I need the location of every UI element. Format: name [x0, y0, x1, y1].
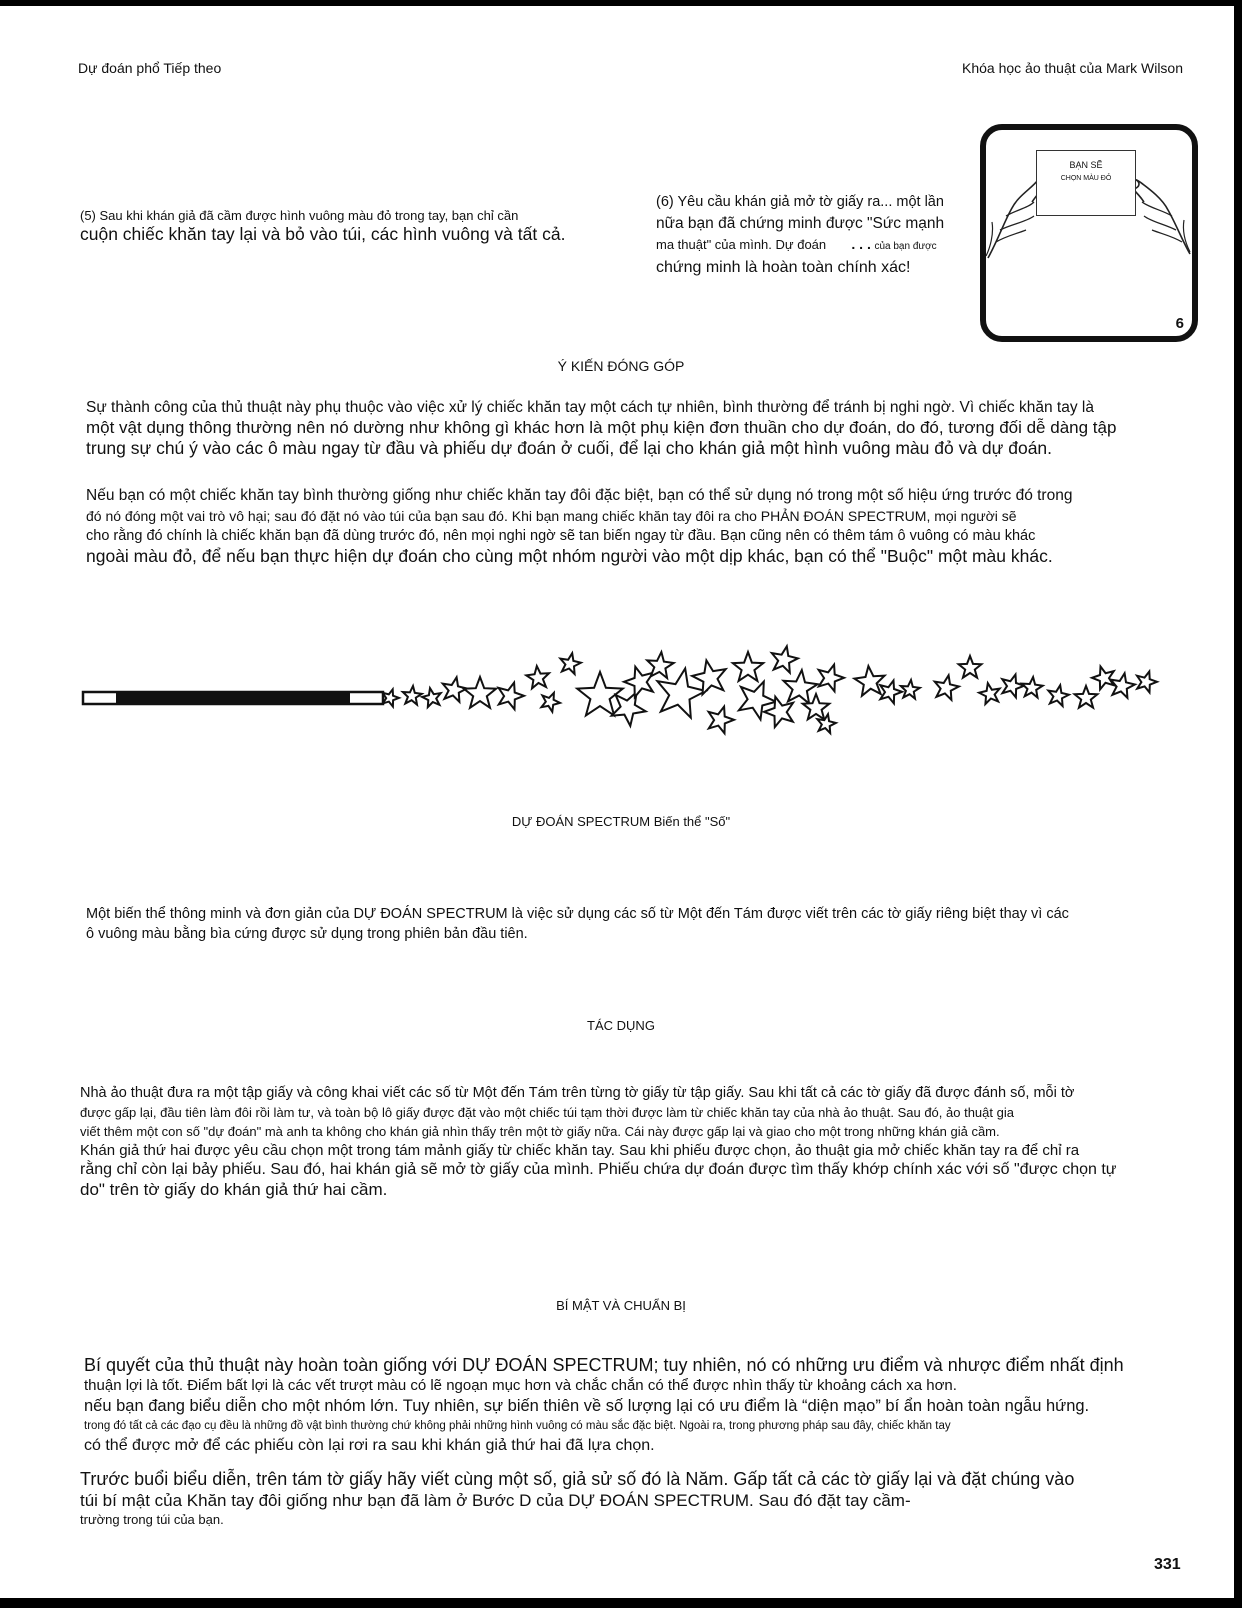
secret-line: trong đó tất cả các đạo cụ đều là những đồ vật bình thường chứ không phải những hình vuông có màu sắc đặc biệt. Ngoài ra, trong phương pháp sau đây, chiếc khăn tay [84, 1420, 951, 1432]
star-icon [647, 652, 674, 678]
step-6-caption [656, 192, 944, 278]
page-number: 331 [1154, 1556, 1181, 1573]
star-icon [1022, 677, 1043, 697]
prediction-card-text: BẠN SẼ [1069, 160, 1103, 170]
running-header-left: Dự đoán phổ Tiếp theo [78, 60, 222, 76]
star-icon [612, 692, 646, 726]
variation-line: ô vuông màu bằng bìa cứng được sử dụng trong phiên bản đầu tiên. [86, 926, 528, 942]
secret-paragraph-1 [84, 1354, 1124, 1456]
effect-line: Khán giả thứ hai được yêu cầu chọn một trong tám mảnh giấy từ chiếc khăn tay. Sau khi phiếu được chọn, ảo thuật gia mở chiếc khăn tay ra để chỉ ra [80, 1142, 1080, 1159]
running-header-right: Khóa học ảo thuật của Mark Wilson [962, 60, 1184, 76]
comments-line: cho rằng đó chính là chiếc khăn bạn đã dùng trước đó, nên mọi nghi ngờ sẽ tan biến ngay từ đầu. Bạn cũng nên có thêm tám ô vuông có màu khác [86, 528, 1036, 544]
secret-line: thuận lợi là tốt. Điểm bất lợi là các vết trượt màu có lẽ ngoạn mục hơn và chắc chắn có thể được nhìn thấy từ khoảng cách xa hơn. [84, 1377, 957, 1394]
secret-line: Trước buổi biểu diễn, trên tám tờ giấy hãy viết cùng một số, giả sử số đó là Năm. Gấp tất cả các tờ giấy lại và đặt chúng vào [80, 1469, 1075, 1489]
star-icon [854, 666, 884, 696]
step-5-caption [80, 208, 565, 245]
step-5-line: cuộn chiếc khăn tay lại và bỏ vào túi, các hình vuông và tất cả. [80, 224, 566, 244]
comments-line: đó nó đóng một vai trò vô hại; sau đó đặt nó vào túi của bạn sau đó. Khi bạn mang chiếc khăn tay đôi ra cho PHẢN ĐOÁN SPECTRUM, mọi người sẽ [86, 508, 1017, 524]
comments-line: ngoài màu đỏ, để nếu bạn thực hiện dự đoán cho cùng một nhóm người vào một dịp khác, bạn có thể "Buộc" một màu khác. [86, 546, 1053, 566]
step-6-line: ma thuật" của mình. Dự đoán [656, 237, 827, 252]
star-icon [959, 656, 982, 678]
star-icon [624, 667, 653, 697]
effect-line: được gấp lại, đầu tiên làm đôi rồi làm tư, và toàn bộ lô giấy được đặt vào một chiếc túi tạm thời được làm từ chiếc khăn tay của nhà ảo thuật. Sau đó, ảo thuật gia [80, 1105, 1014, 1120]
star-icon [1048, 685, 1069, 706]
scan-top-border [0, 0, 1242, 6]
step-6-line: chứng minh là hoàn toàn chính xác! [656, 259, 911, 276]
star-icon [1075, 686, 1098, 708]
secret-paragraph-2 [80, 1468, 1074, 1529]
comments-line: Sự thành công của thủ thuật này phụ thuộc vào việc xử lý chiếc khăn tay một cách tự nhiên, bình thường để tránh bị nghi ngờ. Vì chiếc khăn tay là [86, 399, 1094, 416]
star-icon [464, 677, 496, 708]
comments-paragraph-2 [86, 486, 1072, 567]
star-icon [733, 652, 763, 681]
step-6-line: của bạn được [874, 241, 937, 252]
step-6-ellipsis: . . . [851, 236, 871, 252]
star-icon [526, 666, 549, 688]
comments-line: trung sự chú ý vào các ô màu ngay từ đầu và phiếu dự đoán ở cuối, để lại cho khán giả một hình vuông màu đỏ và dự đoán. [86, 438, 1053, 458]
prediction-card-text: CHỌN MÀU ĐỎ [1060, 175, 1112, 182]
star-icon [1092, 667, 1114, 690]
star-icon [819, 665, 844, 692]
variation-line: Một biến thể thông minh và đơn giản của DỰ ĐOÁN SPECTRUM là việc sử dụng các số từ Một đến Tám được viết trên các tờ giấy riêng biệt thay vì các [86, 906, 1069, 922]
step-5-line: (5) Sau khi khán giả đã cầm được hình vuông màu đỏ trong tay, bạn chỉ cần [80, 208, 519, 223]
step-6-line: nữa bạn đã chứng minh được "Sức mạnh [656, 215, 945, 232]
magic-wand-with-stars-divider [80, 638, 1200, 758]
star-icon [979, 683, 1000, 704]
illustration-6-frame [980, 124, 1198, 342]
section-heading-comments: Ý KIẾN ĐÓNG GÓP [557, 358, 685, 374]
star-icon [784, 670, 818, 703]
secret-line: có thể được mở để các phiếu còn lại rơi ra sau khi khán giả thứ hai đã lựa chọn. [84, 1437, 655, 1454]
scan-bottom-border [0, 1598, 1242, 1608]
star-icon [1002, 675, 1024, 698]
star-icon [541, 693, 560, 712]
section-heading-effect: TÁC DỤNG [587, 1018, 655, 1033]
star-icon [403, 686, 422, 705]
star-icon [901, 680, 920, 699]
effect-line: viết thêm một con số "dự đoán" mà anh ta không cho khán giả nhìn thấy trên một tờ giấy nữa. Cái này được gấp lại và giao cho một trong những khán giả cầm. [80, 1124, 1000, 1139]
comments-line: Nếu bạn có một chiếc khăn tay bình thường giống như chiếc khăn tay đôi đặc biệt, bạn có thể sử dụng nó trong một số hiệu ứng trước đó trong [86, 487, 1073, 504]
star-icon [560, 653, 581, 674]
secret-line: túi bí mật của Khăn tay đôi giống như bạn đã làm ở Bước D của DỰ ĐOÁN SPECTRUM. Sau đó đặt tay cầm- [80, 1491, 911, 1510]
star-icon [709, 707, 734, 734]
variation-paragraph [86, 904, 1069, 944]
star-icon [577, 672, 623, 715]
step-6-line: (6) Yêu cầu khán giả mở tờ giấy ra... một lần [656, 194, 944, 210]
comments-line: một vật dụng thông thường nên nó dường như không gì khác hơn là một phụ kiện đơn thuần cho dự đoán, do đó, tương đối dễ dàng tập [86, 418, 1117, 437]
star-icon [772, 646, 798, 672]
effect-line: rằng chỉ còn lại bảy phiếu. Sau đó, hai khán giả sẽ mở tờ giấy của mình. Phiếu chứa dự đoán được tìm thấy khớp chính xác với số "được chọn tự [80, 1161, 1117, 1178]
effect-paragraph [80, 1084, 1117, 1200]
star-icon [1137, 672, 1157, 693]
section-heading-variation: DỰ ĐOÁN SPECTRUM Biến thể "Số" [511, 814, 731, 829]
star-icon [422, 688, 441, 707]
section-heading-secret: BÍ MẬT VÀ CHUẨN BỊ [556, 1298, 686, 1313]
effect-line: Nhà ảo thuật đưa ra một tập giấy và công khai viết các số từ Một đến Tám trên từng tờ giấy từ tập giấy. Sau khi tất cả các tờ giấy đã được đánh số, mỗi tờ [80, 1085, 1075, 1101]
comments-paragraph-1 [86, 398, 1116, 459]
illustration-number: 6 [1175, 315, 1184, 332]
star-icon [935, 675, 959, 700]
secret-line: Bí quyết của thủ thuật này hoàn toàn giống với DỰ ĐOÁN SPECTRUM; tuy nhiên, nó có những ưu điểm và nhược điểm nhất định [84, 1355, 1124, 1375]
star-icon [499, 683, 524, 710]
effect-line: do" trên tờ giấy do khán giả thứ hai cầm. [80, 1180, 388, 1199]
scan-right-border [1234, 0, 1242, 1608]
secret-line: nếu bạn đang biểu diễn cho một nhóm lớn. Tuy nhiên, sự biến thiên về số lượng lại có ưu điểm là “diện mạo” bí ẩn hoàn toàn ngẫu hứng. [84, 1397, 1090, 1415]
star-icon [383, 689, 399, 706]
secret-line: trường trong túi của bạn. [80, 1512, 224, 1527]
star-icon [880, 681, 902, 704]
prediction-card [1036, 150, 1136, 216]
